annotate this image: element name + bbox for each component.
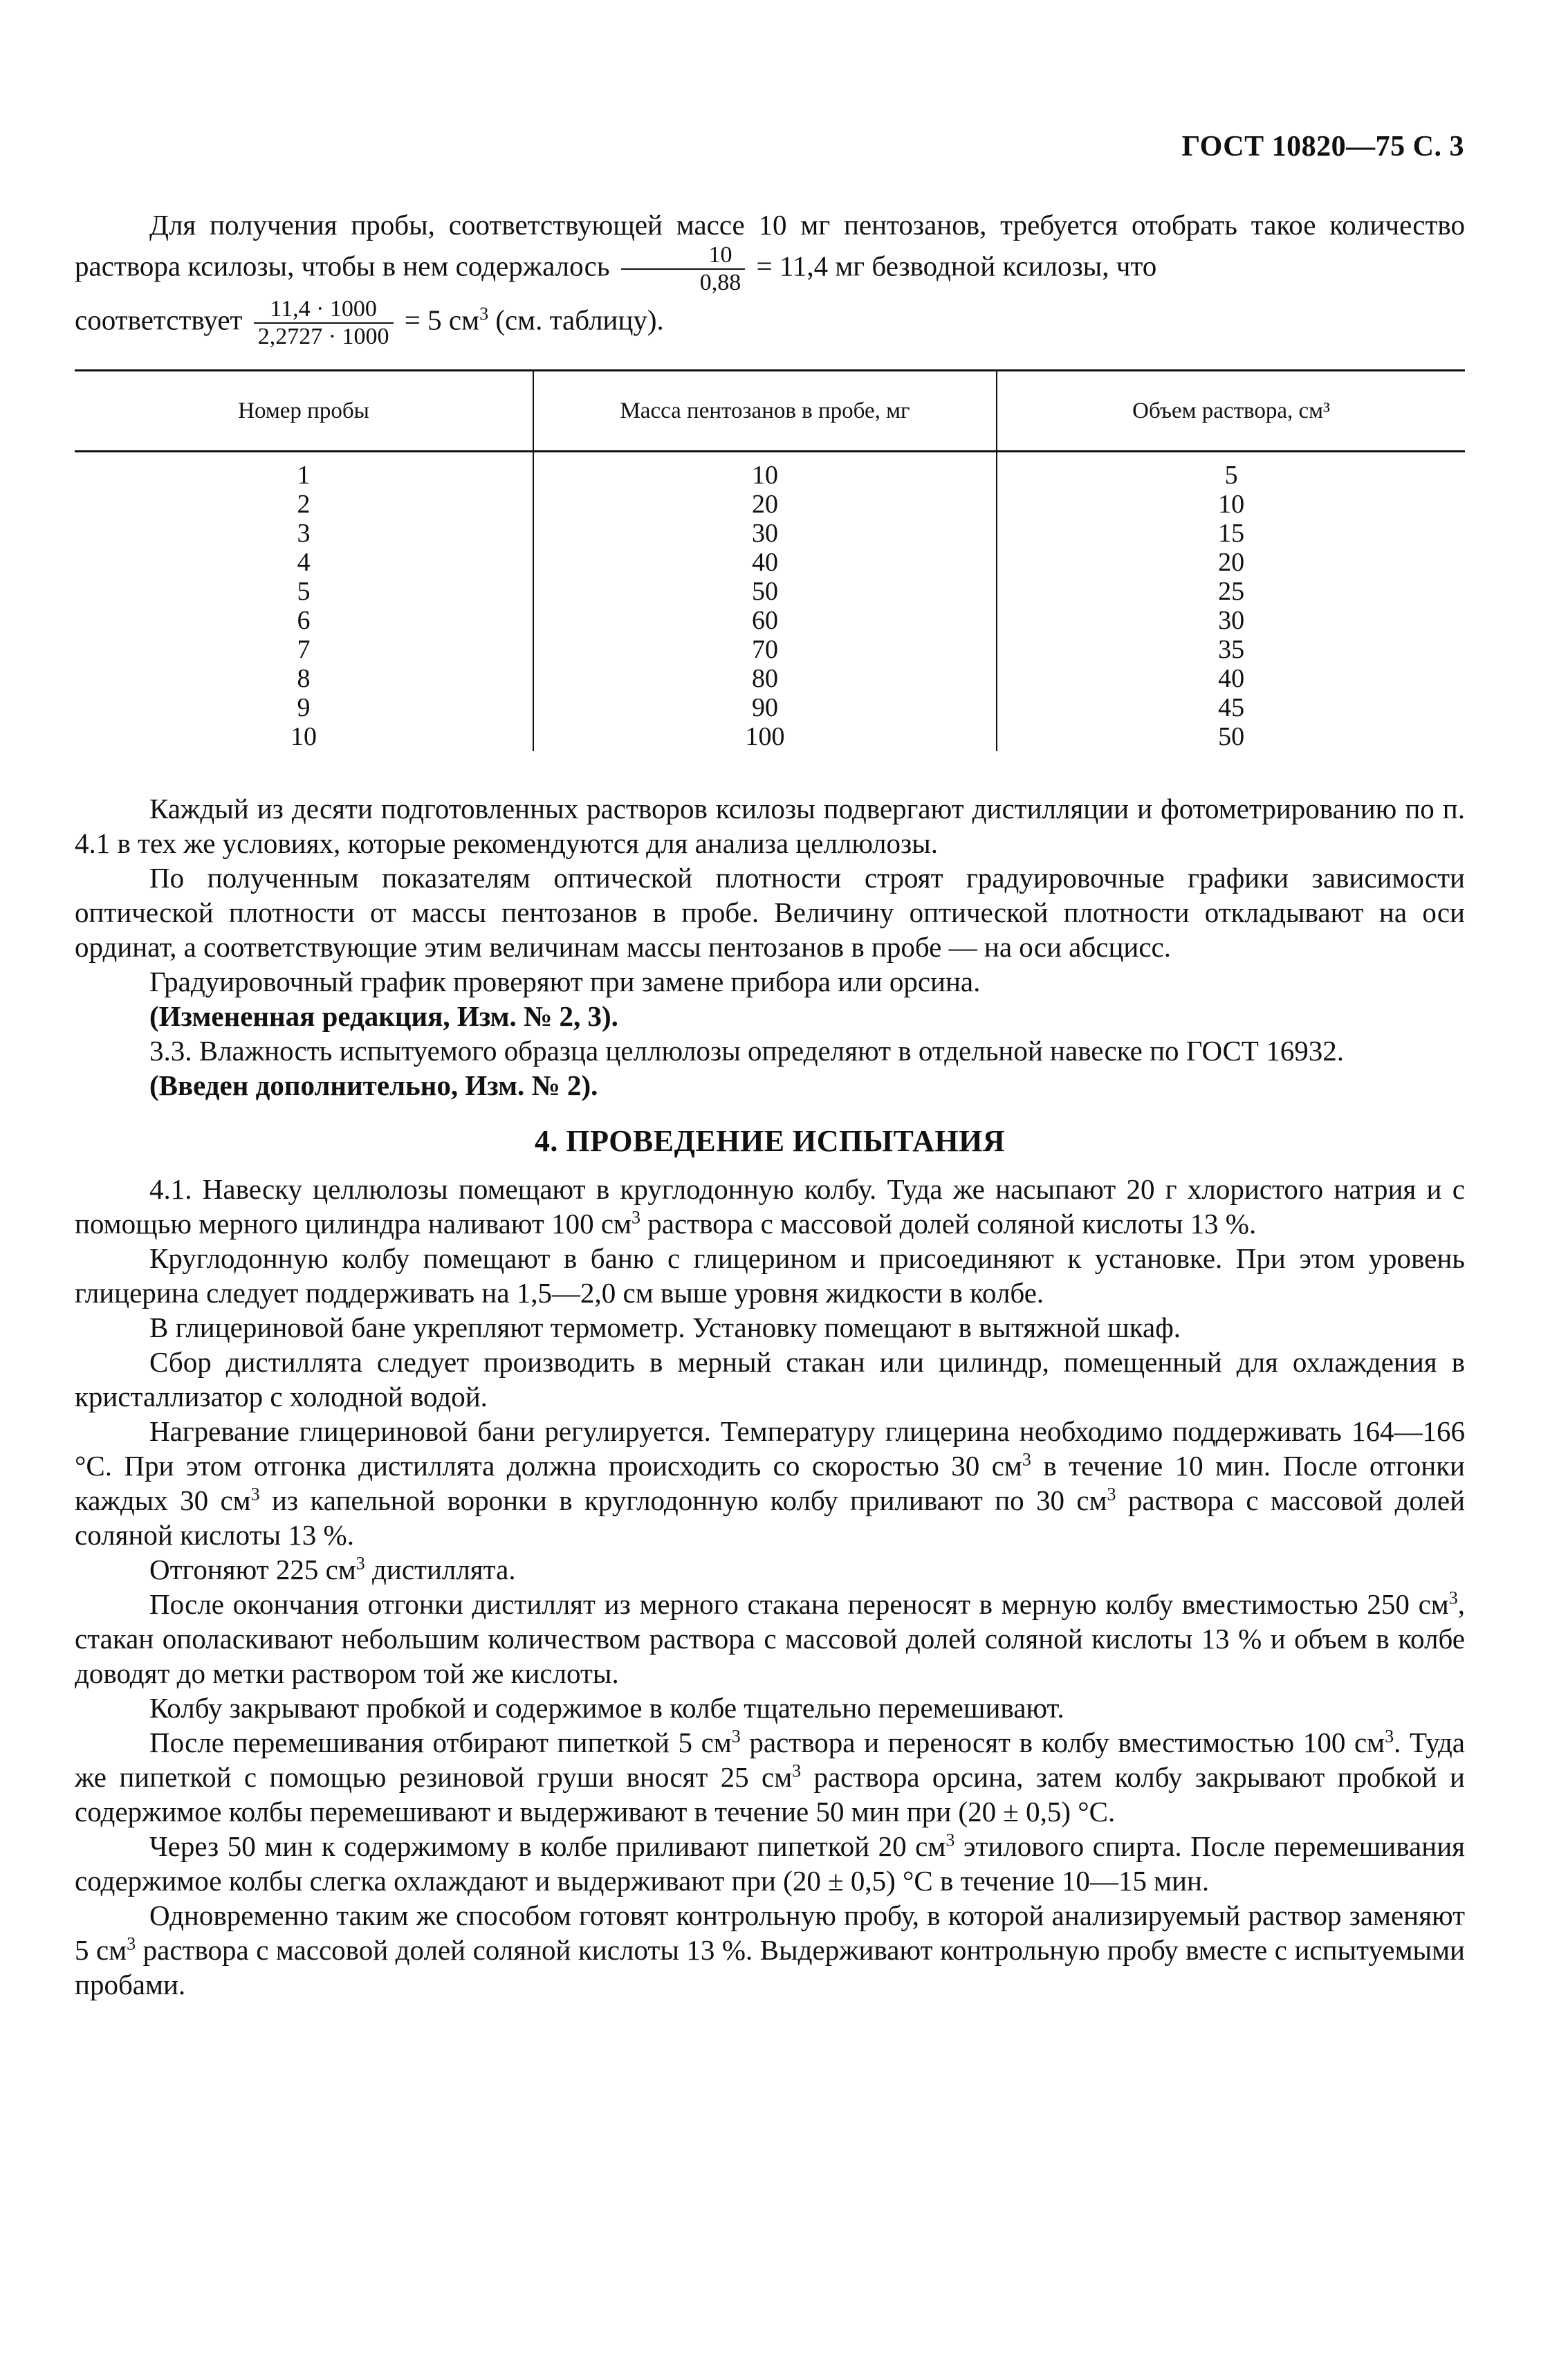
paragraph: Одновременно таким же способом готовят контрольную пробу, в которой анализируемый раствор заменяют 5 $см^3$ раствора с массовой долей соляной кислоты 13 %. Выдерживают контрольную пробу вместе с испытуемыми пробами. — [75, 1899, 1465, 2000]
table-row — [75, 452, 1465, 490]
table-cell: 4 — [75, 548, 533, 577]
table-header-row — [75, 371, 1465, 452]
table-cell: 5 — [1224, 461, 1238, 490]
paragraph: После перемешивания отбирают пипеткой 5 $см^3$ раствора и переносят в колбу вместимостью 100 $см^3$. Туда же пипеткой с помощью резиновой груши вносят 25 $см^3$ раствора орсина, затем колбу закрывают пробкой и содержимое колбы перемешивают и выдерживают в течение 50 мин при (20 ± 0,5) °С. — [75, 1726, 1466, 1828]
table-cell: 15 — [1218, 519, 1245, 548]
table-cell: 20 — [533, 490, 997, 519]
paragraph: Через 50 мин к содержимому в колбе приливают пипеткой 20 $см^3$ этилового спирта. После перемешивания содержимое колбы слегка охлаждают и выдерживают при (20 ± 0,5) °С в течение 10—15 мин. — [75, 1830, 1465, 1897]
table-row — [75, 693, 1465, 722]
table-row — [75, 548, 1465, 577]
table-cell: 25 — [1218, 577, 1245, 606]
table-cell: 7 — [75, 635, 533, 664]
table-cell: 5 — [75, 577, 533, 606]
table-cell: 20 — [1218, 548, 1245, 577]
fraction-calc — [254, 296, 394, 350]
page-header: ГОСТ 10820—75 С. 3 — [1181, 131, 1464, 163]
intro-paragraph — [75, 208, 1465, 296]
table-cell: 6 — [75, 606, 533, 635]
table-cell: 30 — [533, 519, 997, 548]
table-cell: 1 — [75, 452, 533, 490]
paragraph: Круглодонную колбу помещают в баню с глицерином и присоединяют к установке. При этом уровень глицерина следует поддерживать на 1,5—2,0 см выше уровня жидкости в колбе. — [75, 1242, 1465, 1309]
table-cell: 80 — [533, 664, 997, 693]
table-header-sample-number: Номер пробы — [75, 371, 533, 452]
table-row — [75, 606, 1465, 635]
amendment-note: (Измененная редакция, Изм. № 2, 3). — [149, 1000, 618, 1032]
table-cell: 10 — [533, 452, 997, 490]
paragraph: По полученным показателям оптической плотности строят градуировочные графики зависимости оптической плотности от массы пентозанов в пробе. Величину оптической плотности откладывают на оси ординат, а соответствующие этим величинам массы пентозанов в пробе — на оси абсцисс. — [75, 862, 1465, 963]
table-cell: 90 — [533, 693, 997, 722]
table-row — [75, 722, 1465, 751]
intro-text-2-mid: = 5 см — [404, 304, 480, 336]
table-body — [75, 452, 1465, 752]
table-cell: 10 — [1218, 490, 1245, 519]
fraction-denominator: 2,2727 · 1000 — [257, 324, 389, 349]
table-cell: 9 — [75, 693, 533, 722]
paragraph: Колбу закрывают пробкой и содержимое в колбе тщательно перемешивают. — [149, 1692, 1064, 1724]
intro-text: Для получения пробы, соответствующей массе 10 мг пентозанов, требуется отобрать такое количество раствора ксилозы, чтобы в нем содержалось — [75, 209, 1465, 282]
table-row — [75, 577, 1465, 606]
table-cell: 3 — [75, 519, 533, 548]
table-row — [75, 664, 1465, 693]
table-cell: 100 — [533, 722, 997, 751]
intro-paragraph-2 — [75, 296, 1465, 350]
fraction-numerator: 11,4 · 1000 — [254, 296, 394, 324]
table-cell: 35 — [1218, 635, 1245, 664]
paragraph: Каждый из десяти подготовленных растворов ксилозы подвергают дистилляции и фотометрированию по п. 4.1 в тех же условиях, которые рекомендуются для анализа целлюлозы. — [75, 793, 1465, 859]
paragraph: Отгоняют 225 $см^3$ дистиллята. — [149, 1553, 516, 1585]
superscript: 3 — [479, 303, 489, 324]
paragraph: Сбор дистиллята следует производить в мерный стакан или цилиндр, помещенный для охлаждения в кристаллизатор с холодной водой. — [75, 1346, 1465, 1412]
table-header-pentosan-mass: Масса пентозанов в пробе, мг — [533, 371, 997, 452]
fraction-numerator: 10 — [621, 242, 746, 270]
table-cell: 60 — [533, 606, 997, 635]
paragraph: В глицериновой бане укрепляют термометр. Установку помещают в вытяжной шкаф. — [149, 1312, 1181, 1343]
paragraph: Нагревание глицериновой бани регулируется. Температуру глицерина необходимо поддерживать 164—166 °С. При этом отгонка дистиллята должна происходить со скоростью 30 $см^3$ в течение 10 мин. После отгонки каждых 30 $см^3$ из капельной воронки в круглодонную колбу приливают по 30 $см^3$ раствора с массовой долей соляной кислоты 13 %. — [75, 1415, 1466, 1551]
paragraph-3-3: 3.3. Влажность испытуемого образца целлюлозы определяют в отдельной навеске по ГОСТ 16932. — [149, 1035, 1344, 1067]
amendment-note: (Введен дополнительно, Изм. № 2). — [149, 1069, 598, 1101]
page-content — [75, 208, 1465, 2002]
table-cell: 50 — [533, 577, 997, 606]
table-row — [75, 519, 1465, 548]
table-cell: 45 — [1218, 693, 1245, 722]
table-cell: 10 — [75, 722, 533, 751]
paragraph: После окончания отгонки дистиллят из мерного стакана переносят в мерную колбу вместимостью 250 $см^3$, стакан ополаскивают небольшим количеством раствора с массовой долей соляной кислоты 13 % и объем в колбе доводят до метки раствором той же кислоты. — [75, 1587, 1465, 1689]
table-cell: 8 — [75, 664, 533, 693]
data-table — [75, 369, 1465, 751]
table-row — [75, 635, 1465, 664]
table-cell: 2 — [75, 490, 533, 519]
intro-text-2-end: (см. таблицу). — [495, 304, 664, 336]
intro-text-2: соответствует — [75, 304, 243, 336]
fraction-10-over-088 — [621, 242, 746, 296]
table-cell: 50 — [1218, 722, 1245, 751]
table-cell: 40 — [1218, 664, 1245, 693]
paragraph: Градуировочный график проверяют при замене прибора или орсина. — [149, 966, 981, 997]
table-cell: 30 — [1218, 606, 1245, 635]
table-row — [75, 490, 1465, 519]
intro-text-end: = 11,4 мг безводной ксилозы, что — [756, 250, 1157, 282]
fraction-denominator: 0,88 — [699, 270, 741, 295]
section-heading: 4. ПРОВЕДЕНИЕ ИСПЫТАНИЯ — [534, 1124, 1006, 1158]
table-cell: 70 — [533, 635, 997, 664]
table-cell: 40 — [533, 548, 997, 577]
paragraph-4-1: 4.1. Навеску целлюлозы помещают в круглодонную колбу. Туда же насыпают 20 г хлористого натрия и с помощью мерного цилиндра наливают 100 $см^3$ раствора с массовой долей соляной кислоты 13 %. — [75, 1173, 1465, 1240]
table-header-solution-volume: Объем раствора, см³ — [997, 371, 1465, 452]
